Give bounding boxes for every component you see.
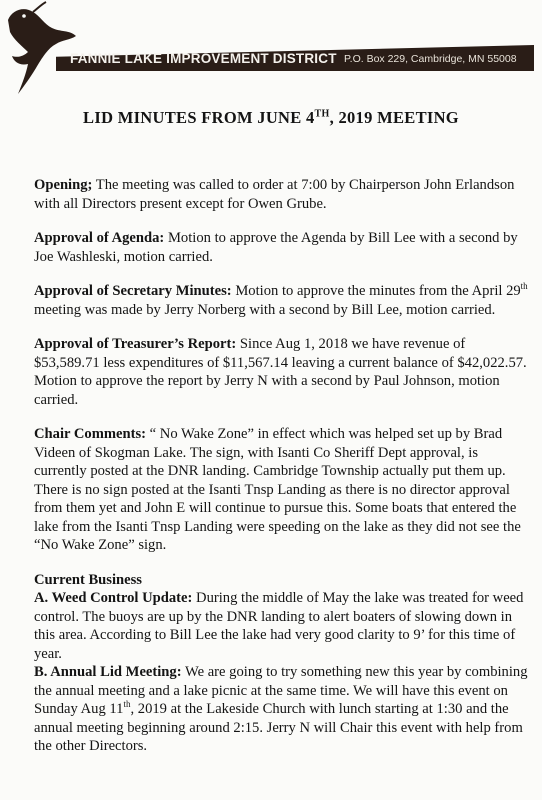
annual-meeting-superscript: th (123, 699, 131, 710)
current-business-heading (34, 571, 534, 590)
opening-text: The meeting was called to order at 7:00 by Chairperson John Erlandson with all Directors present except for Owen Grube. (34, 177, 515, 212)
minutes-section (34, 282, 534, 319)
district-name: FANNIE LAKE IMPROVEMENT DISTRICT (70, 51, 337, 66)
minutes-superscript: th (520, 281, 528, 292)
minutes-text-before: Motion to approve the minutes from the April 29 (231, 283, 521, 299)
minutes-body (34, 176, 534, 756)
agenda-label: Approval of Agenda: (34, 230, 165, 246)
annual-meeting-label: B. Annual Lid Meeting: (34, 664, 182, 680)
weed-control-section (34, 589, 534, 663)
district-address: P.O. Box 229, Cambridge, MN 55008 (344, 53, 517, 65)
annual-meeting-text-after: , 2019 at the Lakeside Church with lunch starting at 1:30 and the annual meeting beginning around 2:15. Jerry N will Chair this event with help from the other Directors. (34, 701, 523, 754)
chair-section (34, 425, 534, 555)
letterhead (0, 0, 542, 100)
agenda-text: Motion to approve the Agenda by Bill Lee with a second by Joe Washleski, motion carried. (34, 230, 518, 265)
document-title (0, 108, 542, 128)
agenda-section (34, 229, 534, 266)
title-prefix: LID MINUTES FROM JUNE 4 (83, 108, 315, 127)
chair-text: “ No Wake Zone” in effect which was helped set up by Brad Videen of Skogman Lake. The sign, with Isanti Co Sheriff Dept approval, is currently posted at the DNR landing. Cambridge Township actually put them up. There is no sign posted at the Isanti Tnsp Landing as there is no director approval from them yet and John E will continue to pursue this. Some boats that entered the lake from the Isanti Tnsp Landing were speeding on the lake as they did not see the “No Wake Zone” sign. (34, 426, 521, 553)
title-suffix: , 2019 MEETING (329, 108, 459, 127)
treasurer-text: Since Aug 1, 2018 we have revenue of $53,589.71 less expenditures of $11,567.14 leaving a current balance of $42,022.57. Motion to approve the report by Jerry N with a second by Paul Johnson, motion carried. (34, 336, 527, 408)
chair-label: Chair Comments: (34, 426, 147, 442)
treasurer-label: Approval of Treasurer’s Report: (34, 336, 237, 352)
minutes-label: Approval of Secretary Minutes: (34, 283, 232, 299)
weed-control-label: A. Weed Control Update: (34, 590, 193, 606)
weed-control-text: During the middle of May the lake was treated for weed control. The buoys are up by the DNR landing to alert boaters of slowing down in this area. According to Bill Lee the lake had very good clarity to 9’ for this time of year. (34, 590, 524, 662)
loon-logo-icon (0, 0, 90, 100)
treasurer-section (34, 335, 534, 409)
annual-meeting-text-before: We are going to try something new this year by combining the annual meeting and a lake picnic at the same time. We will have this event on Sunday Aug 11 (34, 664, 528, 717)
opening-section (34, 176, 534, 213)
opening-label: Opening; (34, 177, 93, 193)
title-superscript: TH (314, 108, 330, 120)
current-business-label: Current Business (34, 571, 142, 588)
minutes-text-after: meeting was made by Jerry Norberg with a second by Bill Lee, motion carried. (34, 301, 496, 318)
annual-meeting-section (34, 663, 534, 756)
